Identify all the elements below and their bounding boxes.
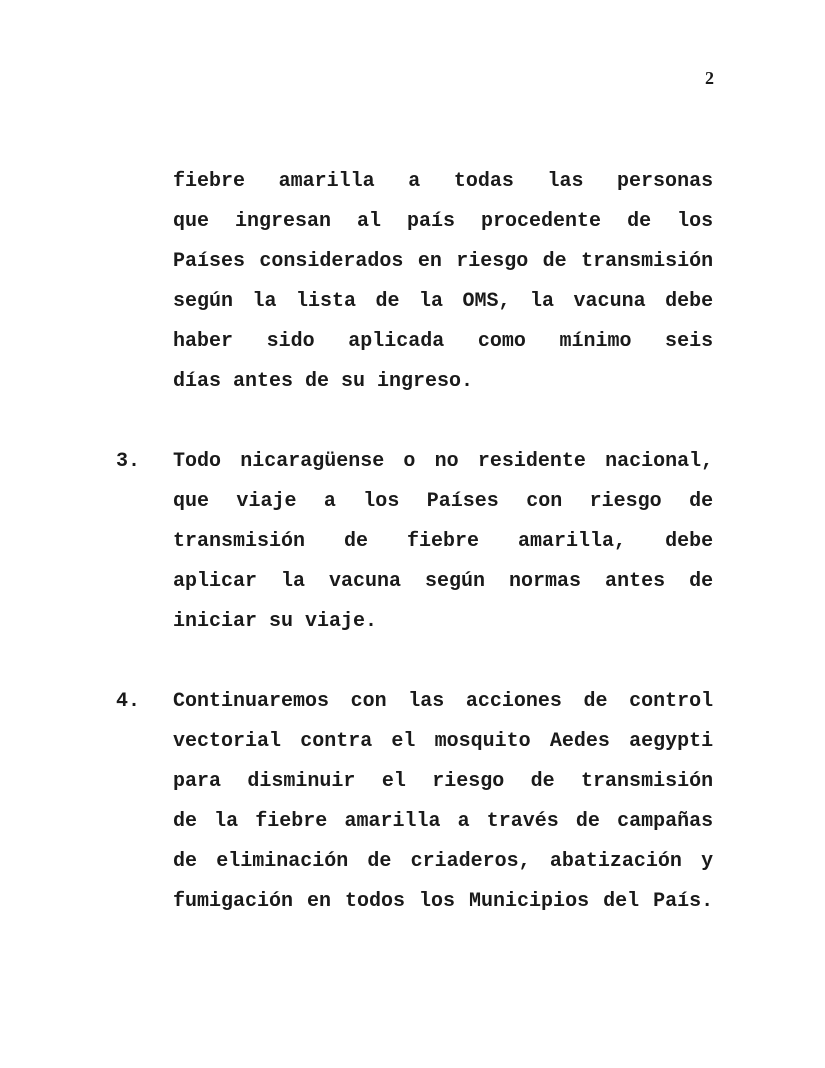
list-item-number: 4.: [116, 690, 141, 713]
page-number: 2: [705, 68, 714, 88]
paragraph-line: Países considerados en riesgo de transmisión: [173, 250, 714, 273]
paragraph-line: fiebre amarilla a todas las personas: [173, 170, 714, 193]
paragraph-line: vectorial contra el mosquito Aedes aegypti: [173, 730, 714, 753]
paragraph-line: que viaje a los Países con riesgo de: [173, 490, 714, 513]
list-item-number: 3.: [116, 450, 141, 473]
paragraph-line: de la fiebre amarilla a través de campañas: [173, 810, 714, 833]
paragraph-line: haber sido aplicada como mínimo seis: [173, 330, 714, 353]
paragraph-line: días antes de su ingreso.: [173, 370, 474, 393]
paragraph-line: que ingresan al país procedente de los: [173, 210, 714, 233]
paragraph-line: Continuaremos con las acciones de control: [173, 690, 714, 713]
paragraph-line: de eliminación de criaderos, abatización y: [173, 850, 714, 873]
paragraph-line: aplicar la vacuna según normas antes de: [173, 570, 714, 593]
paragraph-line: iniciar su viaje.: [173, 610, 378, 633]
paragraph-line: para disminuir el riesgo de transmisión: [173, 770, 714, 793]
paragraph-line: fumigación en todos los Municipios del País.: [173, 890, 714, 913]
paragraph-line: transmisión de fiebre amarilla, debe: [173, 530, 714, 553]
paragraph-line: Todo nicaragüense o no residente nacional,: [173, 450, 714, 473]
paragraph-line: según la lista de la OMS, la vacuna debe: [173, 290, 714, 313]
